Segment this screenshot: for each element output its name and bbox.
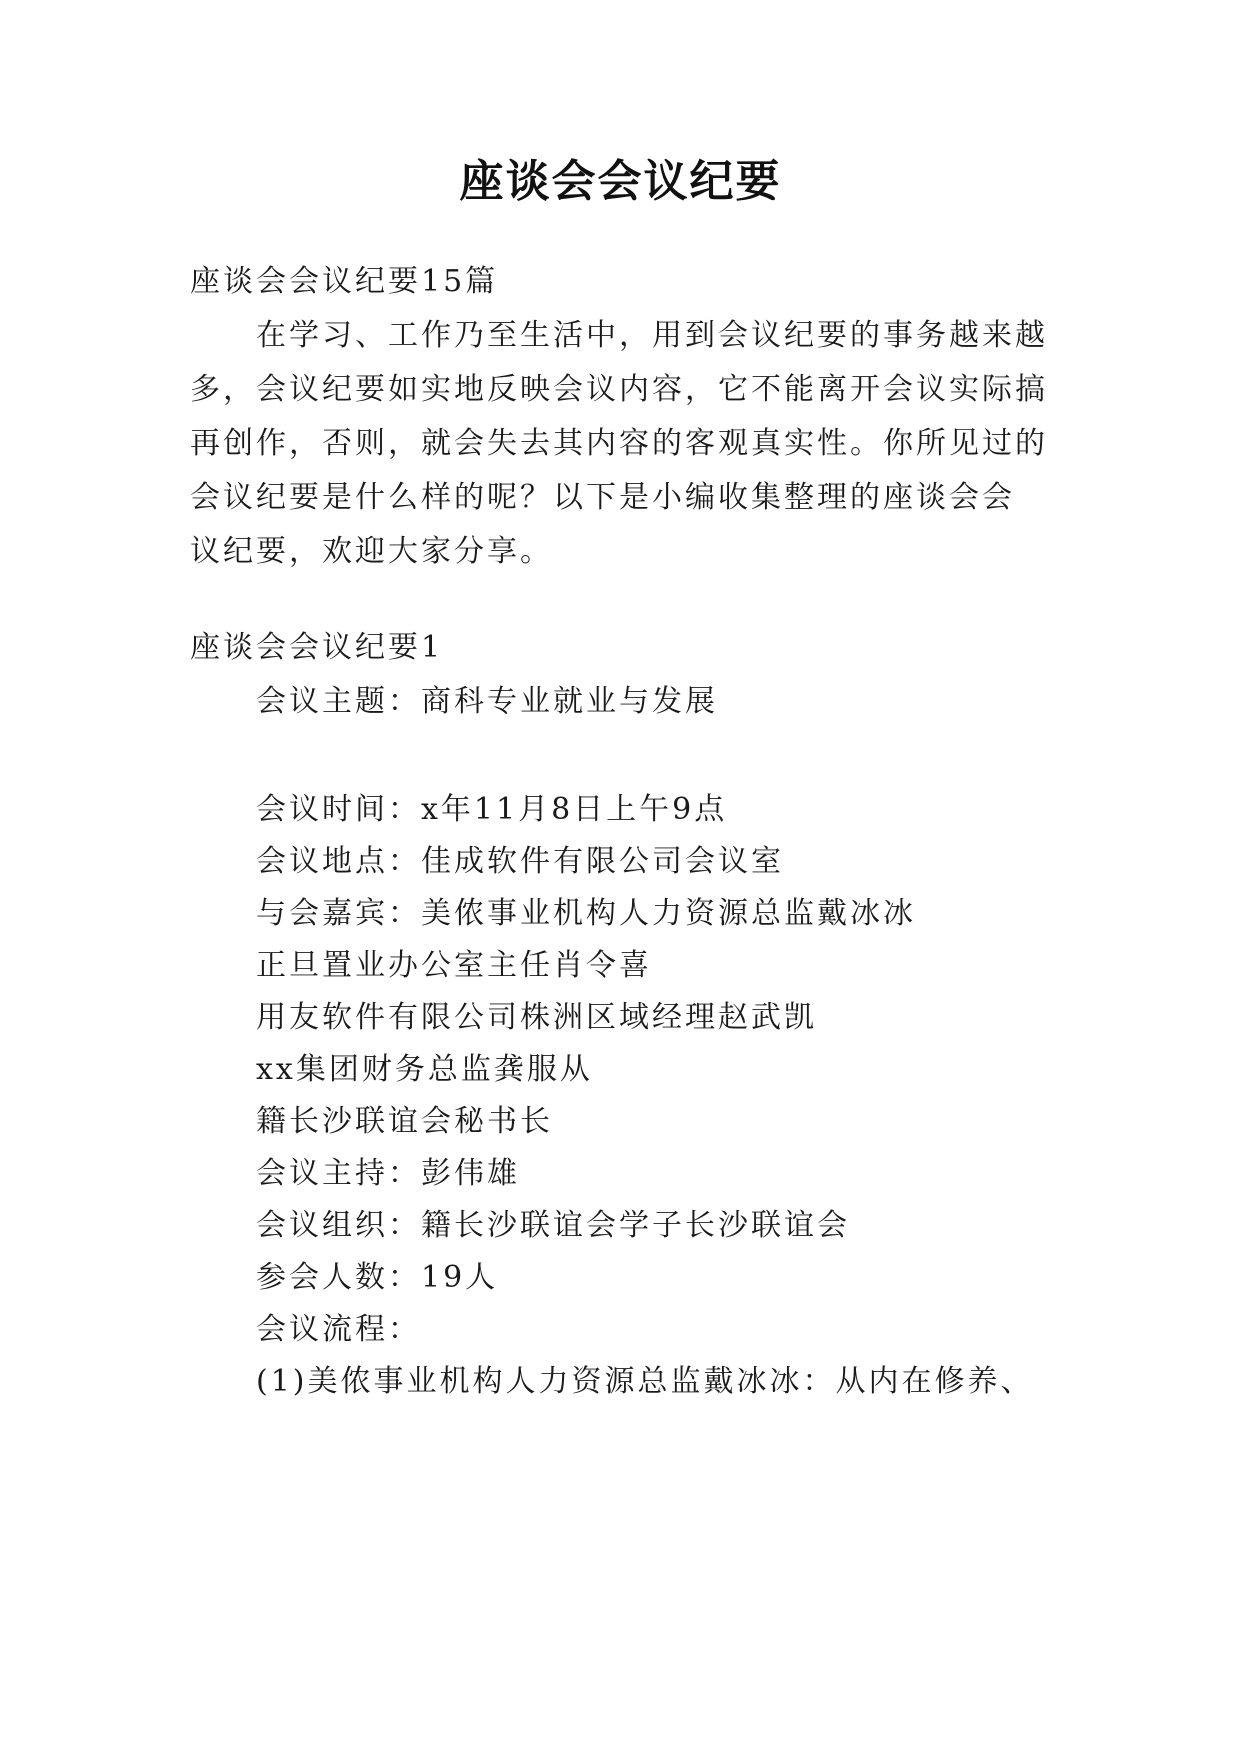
- detail-line: (1)美侬事业机构人力资源总监戴冰冰：从内在修养、: [256, 1364, 1034, 1399]
- detail-line: 会议流程：: [256, 1312, 421, 1347]
- section-heading: 座谈会会议纪要1: [190, 630, 444, 665]
- document-title: 座谈会会议纪要: [459, 156, 782, 207]
- detail-line: 正旦置业办公室主任肖令喜: [256, 948, 652, 983]
- detail-line: 会议时间：x年11月8日上午9点: [256, 792, 728, 827]
- detail-line: 会议地点：佳成软件有限公司会议室: [256, 844, 784, 879]
- detail-line: 与会嘉宾：美侬事业机构人力资源总监戴冰冰: [256, 896, 916, 931]
- intro-line-3: 再创作，否则，就会失去其内容的客观真实性。你所见过的: [190, 426, 1048, 461]
- detail-line: xx集团财务总监龚服从: [256, 1052, 593, 1087]
- detail-line: 籍长沙联谊会秘书长: [256, 1104, 553, 1139]
- meeting-theme: 会议主题：商科专业就业与发展: [256, 684, 718, 719]
- detail-line: 会议组织：籍长沙联谊会学子长沙联谊会: [256, 1208, 850, 1243]
- detail-line: 参会人数：19人: [256, 1260, 499, 1295]
- detail-line: 用友软件有限公司株洲区域经理赵武凯: [256, 1000, 817, 1035]
- intro-line-4: 会议纪要是什么样的呢？以下是小编收集整理的座谈会会: [190, 480, 1015, 515]
- document-subtitle: 座谈会会议纪要15篇: [190, 264, 499, 299]
- intro-line-5: 议纪要，欢迎大家分享。: [190, 534, 553, 569]
- intro-line-1: 在学习、工作乃至生活中，用到会议纪要的事务越来越: [256, 318, 1048, 353]
- detail-line: 会议主持：彭伟雄: [256, 1156, 520, 1191]
- intro-line-2: 多，会议纪要如实地反映会议内容，它不能离开会议实际搞: [190, 372, 1048, 407]
